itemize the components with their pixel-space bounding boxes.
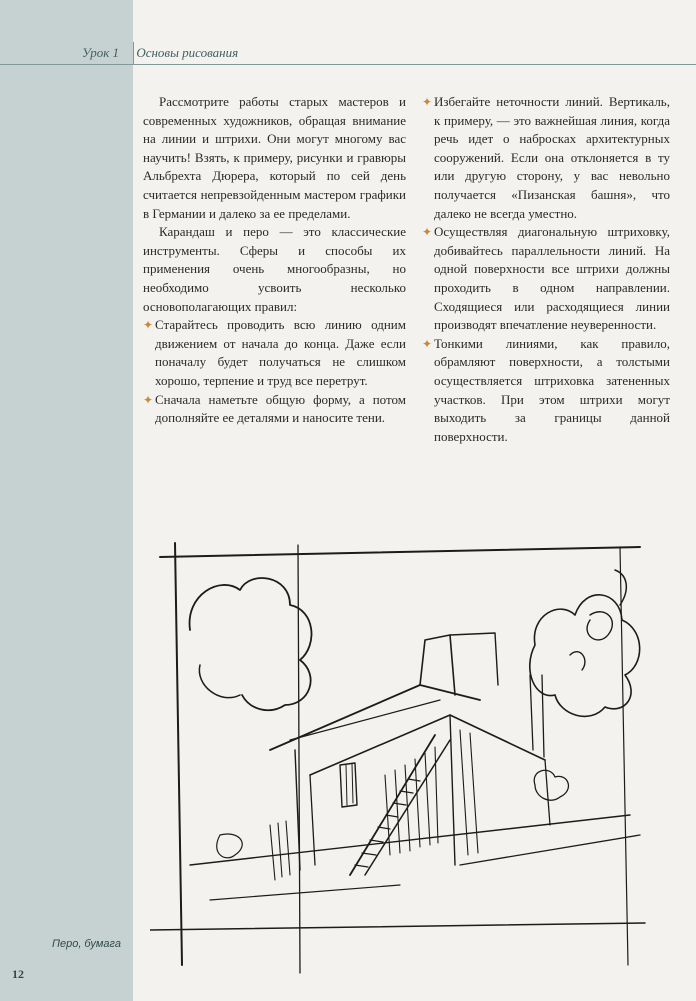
list-item: ✦ Тонкими линиями, как правило, обрамляют поверхности, а толстыми осуществляется штриховка затененных участков. При этом штрихи могут выходить за границы данной поверхности. bbox=[422, 335, 670, 444]
paragraph: Рассмотрите работы старых мастеров и современных художников, обращая внимание на линии и штрихи. Они могут многому вас научить! Взять, к примеру, рисунки и гравюры Альбрехта Дюрера, который по сей день считается непревзойденным мастером графики в Германии и далеко за ее пределами. bbox=[143, 94, 406, 221]
bullet-diamond-icon: ✦ bbox=[422, 95, 433, 109]
list-item: ✦ Сначала наметьте общую форму, а потом дополняйте ее деталями и наносите тени. bbox=[143, 391, 406, 426]
lesson-label: Урок 1 bbox=[82, 45, 120, 60]
paragraph: Карандаш и перо — это классические инструменты. Сферы и способы их применения очень многообразны, но необходимо усвоить несколько основополагающих правил: bbox=[143, 224, 406, 314]
pen-sketch-house-illustration bbox=[150, 535, 650, 975]
header-rule bbox=[0, 64, 696, 83]
right-column bbox=[422, 93, 670, 446]
margin-band bbox=[0, 0, 133, 1001]
left-column bbox=[143, 93, 406, 428]
list-item: ✦ Старайтесь проводить всю линию одним движением от начала до конца. Даже если поначалу будет получаться не слишком хорошо, терпение и труд все перетрут. bbox=[143, 317, 406, 388]
figure-caption: Перо, бумага bbox=[52, 938, 121, 950]
bullet-diamond-icon: ✦ bbox=[422, 225, 433, 240]
chapter-title: Основы рисования bbox=[136, 45, 239, 60]
running-header bbox=[82, 45, 238, 61]
list-item: ✦ Избегайте неточности линий. Вертикаль, к примеру, — это важнейшая линия, когда речь идет о набросках архитектурных сооружений. Если она отклоняется в ту или другую сторону, у вас невольно получается «Пизанская башня», что далеко не всегда уместно. bbox=[422, 94, 670, 221]
bullet-diamond-icon: ✦ bbox=[143, 392, 154, 407]
bullet-diamond-icon: ✦ bbox=[143, 318, 154, 333]
bullet-diamond-icon: ✦ bbox=[422, 336, 433, 351]
page-number: 12 bbox=[12, 967, 24, 981]
list-item: ✦ Осуществляя диагональную штриховку, добивайтесь параллельности линий. На одной поверхности все штрихи должны проходить в одном направлении. Сходящиеся или расходящиеся линии производят впечатление неуверенности. bbox=[422, 224, 670, 333]
